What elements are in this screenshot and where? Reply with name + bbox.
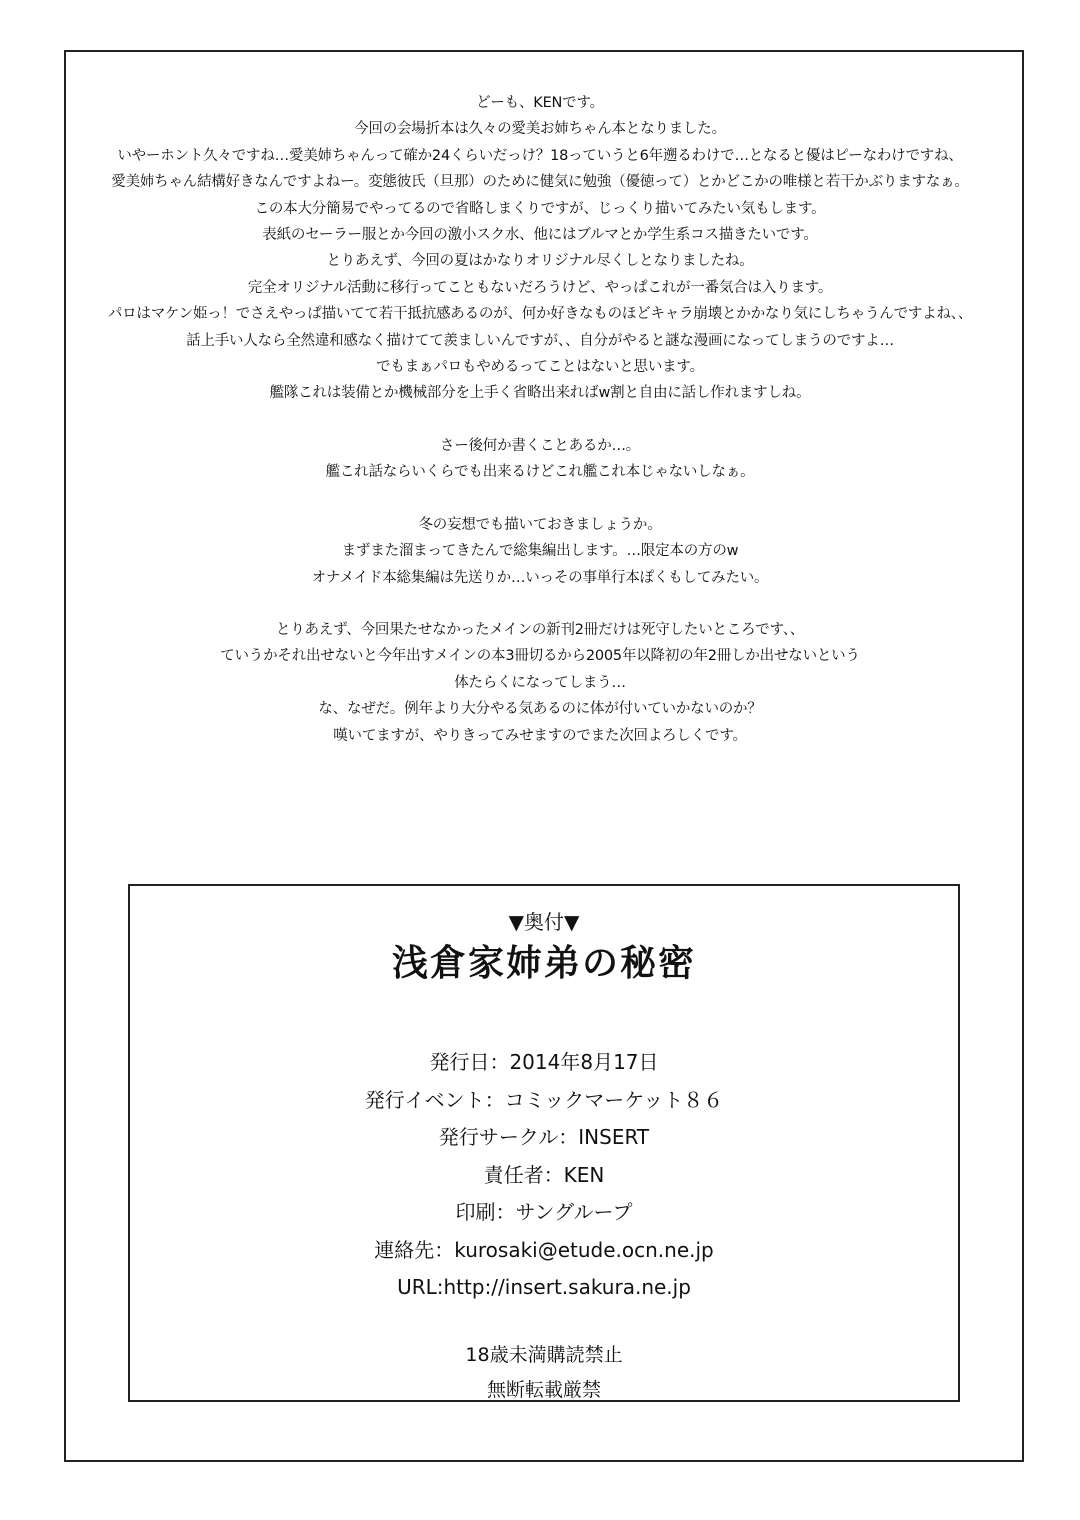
afterword-paragraph [0,433,1080,486]
colophon-details [130,1044,958,1307]
printer: 印刷：サングループ [455,1200,633,1224]
url: URL:http://insert.sakura.ne.jp [397,1275,691,1299]
book-title: 浅倉家姉弟の秘密 [391,943,696,984]
afterword-line: 話上手い人なら全然違和感なく描けてて羨ましいんですが、、自分がやると謎な漫画になってしまうのですよ… [186,332,894,349]
afterword-line: 冬の妄想でも描いておきましょうか。 [418,516,662,533]
afterword-line: 表紙のセーラー服とか今回の激小スク水、他にはブルマとか学生系コス描きたいです。 [262,227,818,244]
afterword-paragraph [0,512,1080,591]
publish-event: 発行イベント：コミックマーケット８６ [364,1087,724,1112]
afterword-line: とりあえず、今回果たせなかったメインの新刊2冊だけは死守したいところです、、 [275,621,805,638]
afterword-line: この本大分簡易でやってるので省略しまくりですが、じっくり描いてみたい気もします。 [254,200,826,217]
afterword-line: 体たらくになってしまう… [454,674,626,691]
age-restriction-notice: 18歳未満購読禁止 [465,1344,623,1366]
afterword-line: どーも、KENです。 [476,95,604,111]
afterword-line: 艦これ話ならいくらでも出来るけどこれ艦これ本じゃないしなぁ。 [325,464,755,481]
colophon-box [128,884,960,1402]
afterword-line: 嘆いてますが、やりきってみせますのでまた次回よろしくです。 [333,727,747,744]
colophon-heading: ▼奥付▼ [508,910,580,934]
afterword-line: 艦隊これは装備とか機械部分を上手く省略出来ればw割と自由に話し作れますしね。 [269,385,811,402]
afterword-line: でもまぁパロもやめるってことはないと思います。 [376,359,704,376]
afterword-line: まずまた溜まってきたんで総集編出します。…限定本の方のw [341,543,739,560]
afterword-line: 愛美姉ちゃん結構好きなんですよねー。変態彼氏（旦那）のために健気に勉強（優徳って）とかどこかの唯様と若干かぶりますなぁ。 [111,174,969,191]
contact: 連絡先：kurosaki@etude.ocn.ne.jp [374,1237,714,1262]
afterword-paragraph [0,617,1080,749]
colophon-notices [130,1338,958,1408]
publish-date: 発行日：2014年8月17日 [429,1050,659,1074]
afterword-line: 完全オリジナル活動に移行ってこともないだろうけど、やっぱこれが一番気合は入ります。 [247,279,833,296]
afterword-line: とりあえず、今回の夏はかなりオリジナル尽くしとなりましたね。 [326,253,754,270]
responsible-person: 責任者：KEN [483,1162,605,1187]
afterword-line: オナメイド本総集編は先送りか…いっその事単行本ぽくもしてみたい。 [311,569,769,586]
afterword-line: な、なぜだ。例年より大分やる気あるのに体が付いていかないのか？ [318,701,762,718]
afterword-line: パロはマケン姫っ！でさえやっぱ描いてて若干抵抗感あるのが、何か好きなものほどキャラ崩壊とかかなり気にしちゃうんですよね、、 [107,306,973,323]
afterword-line: いやーホント久々ですね…愛美姉ちゃんって確か24くらいだっけ？18っていうと6年遡るわけで…となると優はピーなわけですね、 [117,147,963,164]
no-reprint-notice: 無断転載厳禁 [486,1379,601,1401]
afterword-line: ていうかそれ出せないと今年出すメインの本3冊切るから2005年以降初の年2冊しか出せないという [220,648,860,665]
afterword-line: さー後何か書くことあるか…。 [439,437,641,454]
publish-circle: 発行サークル：INSERT [438,1125,650,1149]
afterword-paragraph [0,90,1080,407]
afterword-line: 今回の会場折本は久々の愛美お姉ちゃん本となりました。 [354,121,726,138]
afterword-text [0,90,1080,775]
